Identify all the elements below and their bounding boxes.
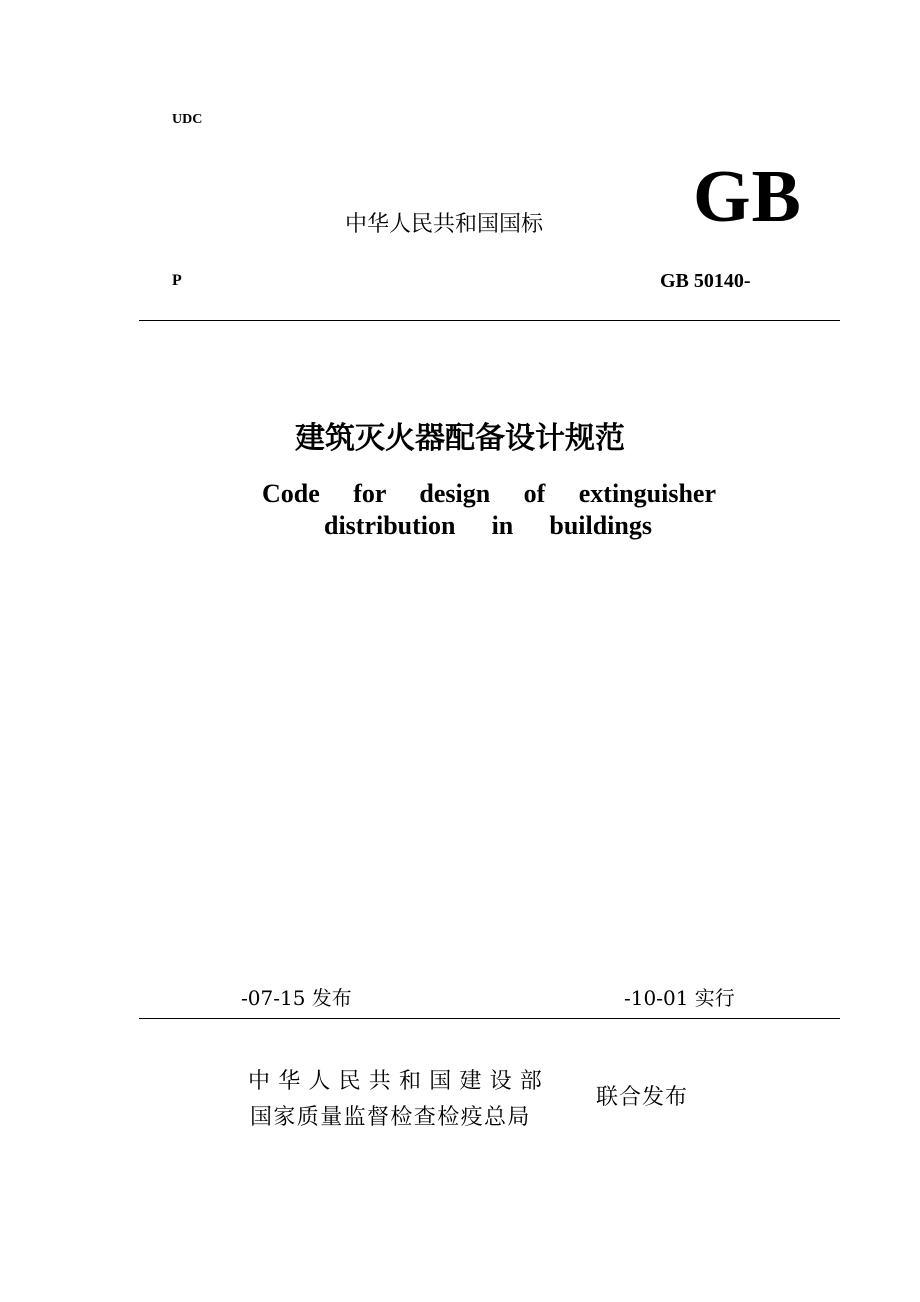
issue-date: -07-15 发布 <box>241 986 352 1010</box>
title-chinese: 建筑灭火器配备设计规范 <box>295 421 625 456</box>
classification-code: P <box>172 272 182 289</box>
udc-label: UDC <box>172 112 203 127</box>
gb-mark: GB <box>693 156 802 238</box>
standard-number: GB 50140- <box>660 270 751 292</box>
title-english <box>262 478 716 542</box>
issuer-quality-bureau: 国家质量监督检查检疫总局 <box>250 1105 531 1130</box>
title-english-line-1: Code for design of extinguisher <box>262 479 716 508</box>
national-standard-label: 中华人民共和国国标 <box>345 212 544 237</box>
joint-issue-label: 联合发布 <box>596 1085 689 1110</box>
effective-date: -10-01 实行 <box>624 986 735 1010</box>
top-divider <box>139 320 840 321</box>
bottom-divider <box>139 1018 840 1019</box>
title-english-line-2: distribution in buildings <box>324 511 652 540</box>
issuer-ministry: 中华人民共和国建设部 <box>248 1069 551 1094</box>
